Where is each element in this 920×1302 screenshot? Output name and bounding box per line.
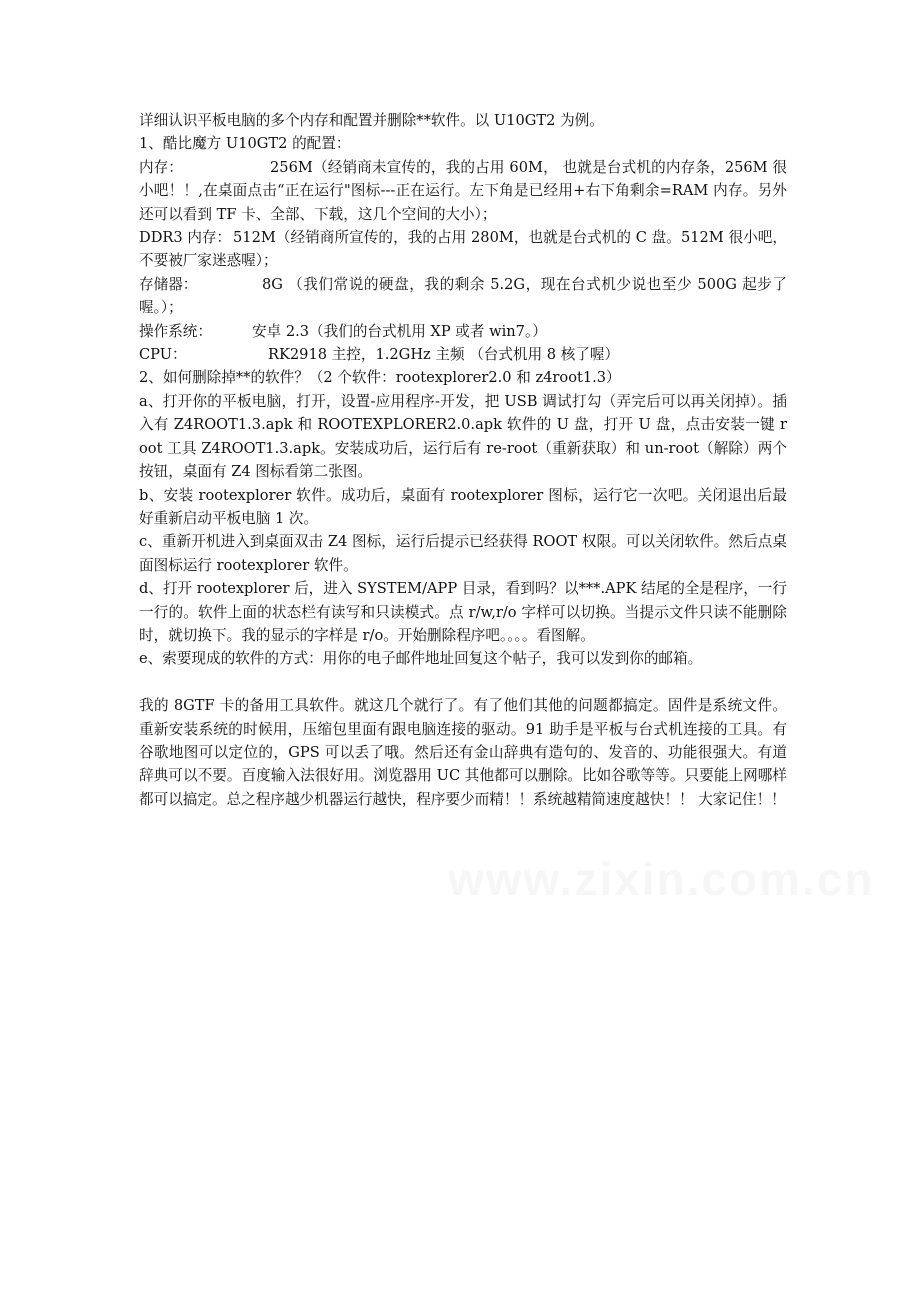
spec-cpu: [139, 343, 787, 366]
spec-os-text: 安卓 2.3（我们的台式机用 XP 或者 win7。）: [252, 322, 547, 340]
closing-paragraph: 我的 8GTF 卡的备用工具软件。就这几个就行了。有了他们其他的问题都搞定。固件是系统文件。重新安装系统的时候用，压缩包里面有跟电脑连接的驱动。91 助手是平板与台式机连接的工具。有谷歌地图可以定位的，GPS 可以丢了哦。然后还有金山辞典有造句的、发音的、功能很强大。有道辞典可以不要。百度输入法很好用。浏览器用 UC 其他都可以删除。比如谷歌等等。只要能上网哪样都可以搞定。总之程序越少机器运行越快，程序要少而精！！系统越精简速度越快！！ 大家记住！！: [139, 697, 787, 808]
step-d: d、打开 rootexplorer 后，进入 SYSTEM/APP 目录，看到吗？以***.APK 结尾的全是程序，一行一行的。软件上面的状态栏有读写和只读模式。点 r/w,r/o 字样可以切换。当提示文件只读不能删除时，就切换下。我的显示的字样是 r/o。开始删除程序吧。。。。看图解。: [139, 580, 787, 644]
paragraph-spacer: [139, 671, 787, 694]
spec-ddr3-label: DDR3 内存：: [139, 229, 232, 247]
step-c: c、重新开机进入到桌面双击 Z4 图标，运行后提示已经获得 ROOT 权限。可以关闭软件。然后点桌面图标运行 rootexplorer 软件。: [139, 533, 787, 574]
spec-os: [139, 320, 787, 343]
spec-cpu-label: CPU：: [139, 346, 187, 364]
document-title-line: 详细认识平板电脑的多个内存和配置并删除**软件。以 U10GT2 为例。: [139, 112, 604, 129]
spec-memory-label: 内存：: [139, 158, 183, 176]
spec-os-label: 操作系统：: [139, 322, 212, 340]
step-b: b、安装 rootexplorer 软件。成功后，桌面有 rootexplorer 图标，运行它一次吧。关闭退出后最好重新启动平板电脑 1 次。: [139, 486, 787, 527]
spec-memory-text: 256M（经销商未宣传的，我的占用 60M， 也就是台式机的内存条，256M 很小吧！！,在桌面点击“正在运行"图标---正在运行。左下角是已经用+右下角剩余=RAM 内存。另外还可以看到 TF 卡、全部、下载，这几个空间的大小）；: [139, 158, 787, 223]
spec-ddr3-text: 512M（经销商所宣传的，我的占用 280M，也就是台式机的 C 盘。512M 很小吧，不要被厂家迷惑喔）；: [139, 229, 787, 270]
watermark: www.zixin.com.cn: [448, 853, 875, 905]
step-e: e、索要现成的软件的方式：用你的电子邮件地址回复这个帖子，我可以发到你的邮箱。: [139, 650, 703, 668]
spec-storage-label: 存储器：: [139, 275, 198, 293]
spec-ddr3: [139, 226, 787, 273]
document-body: [139, 109, 787, 811]
spec-cpu-text: RK2918 主控，1.2GHz 主频 （台式机用 8 核了喔）: [268, 346, 620, 364]
spec-memory: [139, 156, 787, 226]
step-a: a、打开你的平板电脑，打开，设置-应用程序-开发，把 USB 调试打勾（弄完后可以再关闭掉）。插入有 Z4ROOT1.3.apk 和 ROOTEXPLORER2.0.apk 软件的 U 盘，打开 U 盘，点击安装一键 root 工具 Z4ROOT1.3.apk。安装成功后，运行后有 re-root（重新获取）和 un-root（解除）两个按钮，桌面有 Z4 图标看第二张图。: [139, 392, 787, 481]
section1-heading: 1、酷比魔方 U10GT2 的配置：: [139, 135, 351, 153]
spec-storage: [139, 273, 787, 320]
spec-storage-text: 8G （我们常说的硬盘，我的剩余 5.2G，现在台式机少说也至少 500G 起步了喔。）；: [139, 275, 787, 317]
section2-heading: 2、如何删除掉**的软件？（2 个软件：rootexplorer2.0 和 z4root1.3）: [139, 369, 621, 387]
